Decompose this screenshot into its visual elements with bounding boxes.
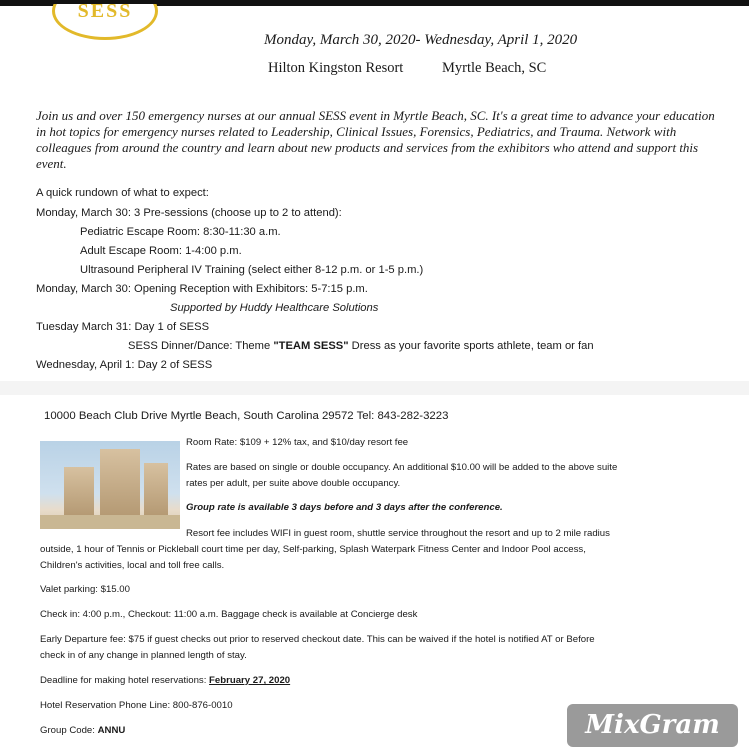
room-rate: Room Rate: $109 + 12% tax, and $10/day resort fee	[186, 437, 409, 448]
occupancy-line-2: rates per adult, per suite above double occupancy.	[186, 478, 401, 489]
hotel-photo	[40, 441, 180, 529]
venue-city: Myrtle Beach, SC	[442, 60, 547, 76]
schedule-monday-presessions: Monday, March 30: 3 Pre-sessions (choose up to 2 to attend):	[36, 207, 342, 219]
schedule-sponsor: Supported by Huddy Healthcare Solutions	[170, 302, 379, 314]
schedule-monday-reception: Monday, March 30: Opening Reception with Exhibitors: 5-7:15 p.m.	[36, 283, 368, 295]
schedule-heading: A quick rundown of what to expect:	[36, 187, 209, 199]
resort-fee-line-2: outside, 1 hour of Tennis or Pickleball court time per day, Self-parking, Splash Waterpark Fitness Center and Indoor Pool access,	[40, 544, 586, 555]
schedule-pediatric: Pediatric Escape Room: 8:30-11:30 a.m.	[80, 226, 281, 238]
schedule-wednesday: Wednesday, April 1: Day 2 of SESS	[36, 359, 213, 371]
venue-name: Hilton Kingston Resort	[268, 60, 404, 76]
early-departure-line-1: Early Departure fee: $75 if guest checks out prior to reserved checkout date. This can be waived if the hotel is notified AT or Before	[40, 634, 595, 645]
reservation-deadline: Deadline for making hotel reservations: February 27, 2020	[40, 675, 291, 686]
sess-logo: SESS	[52, 4, 160, 44]
group-code-value: ANNU	[97, 725, 126, 736]
valet-parking: Valet parking: $15.00	[40, 584, 130, 595]
resort-fee-line-1: Resort fee includes WIFI in guest room, shuttle service throughout the resort and up to 2 mile radius	[186, 528, 610, 539]
deadline-date: February 27, 2020	[209, 675, 291, 686]
group-rate-note: Group rate is available 3 days before and 3 days after the conference.	[186, 502, 503, 513]
group-code: Group Code: ANNU	[40, 725, 126, 736]
mixgram-watermark: MixGram	[567, 704, 738, 747]
reservation-phone: Hotel Reservation Phone Line: 800-876-0010	[40, 700, 233, 711]
schedule-ultrasound: Ultrasound Peripheral IV Training (select either 8-12 p.m. or 1-5 p.m.)	[80, 264, 424, 276]
occupancy-line-1: Rates are based on single or double occupancy. An additional $10.00 will be added to the above suite	[186, 462, 618, 473]
resort-fee-line-3: Children's activities, local and toll free calls.	[40, 560, 225, 571]
dinner-theme: "TEAM SESS"	[273, 340, 349, 352]
schedule-adult: Adult Escape Room: 1-4:00 p.m.	[80, 245, 242, 257]
hotel-address: 10000 Beach Club Drive Myrtle Beach, South Carolina 29572 Tel: 843-282-3223	[44, 410, 449, 422]
intro-paragraph: Join us and over 150 emergency nurses at our annual SESS event in Myrtle Beach, SC. It's a great time to advance your education in hot topics for emergency nurses related to Leadership, Clinical Issues, Forensics, Pediatrics, and Trauma. Network with colleagues from around the country and learn about new products and services from the exhibitors who attend and support this event.	[36, 108, 715, 171]
schedule-tuesday: Tuesday March 31: Day 1 of SESS	[36, 321, 210, 333]
early-departure-line-2: check in of any change in planned length of stay.	[40, 650, 247, 661]
schedule-dinner: SESS Dinner/Dance: Theme "TEAM SESS" Dress as your favorite sports athlete, team or fan	[128, 340, 594, 352]
event-dates: Monday, March 30, 2020- Wednesday, April 1, 2020	[264, 32, 578, 48]
checkin-checkout: Check in: 4:00 p.m., Checkout: 11:00 a.m. Baggage check is available at Concierge desk	[40, 609, 418, 620]
page-divider	[0, 381, 749, 395]
